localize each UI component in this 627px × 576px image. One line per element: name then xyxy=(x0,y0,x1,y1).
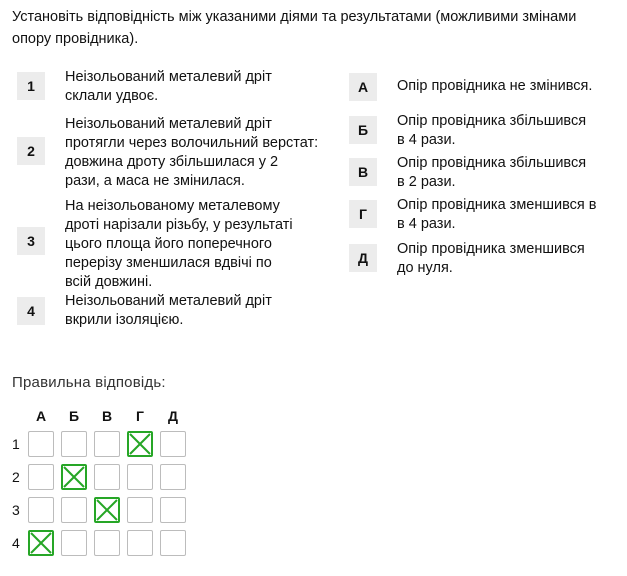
grid-row-header: 2 xyxy=(12,469,20,485)
answer-label: Правильна відповідь: xyxy=(12,374,166,391)
left-item-number: 2 xyxy=(17,137,45,165)
grid-cell[interactable] xyxy=(61,497,87,523)
grid-cell-checked[interactable] xyxy=(28,530,54,556)
right-item-text: Опір провідника збільшився в 4 рази. xyxy=(397,113,587,148)
left-item-number: 1 xyxy=(17,72,45,100)
left-item-number: 4 xyxy=(17,297,45,325)
right-item-letter: Д xyxy=(349,244,377,272)
grid-cell[interactable] xyxy=(127,530,153,556)
check-cross-icon xyxy=(129,433,151,455)
grid-column-header: А xyxy=(35,408,47,424)
grid-column-header: В xyxy=(101,408,113,424)
grid-row-header: 1 xyxy=(12,436,20,452)
left-item-text: Неізольований металевий дріт склали удвоє. xyxy=(65,69,272,104)
grid-cell[interactable] xyxy=(127,497,153,523)
grid-cell[interactable] xyxy=(160,464,186,490)
grid-column-header: Б xyxy=(68,408,80,424)
left-item-text: Неізольований металевий дріт протягли через волочильний верстат: довжина дроту збільшилася у 2 рази, а маса не змінилася. xyxy=(65,116,319,189)
grid-cell[interactable] xyxy=(28,431,54,457)
right-item-letter: А xyxy=(349,73,377,101)
check-cross-icon xyxy=(63,466,85,488)
grid-cell[interactable] xyxy=(61,431,87,457)
grid-column-header: Г xyxy=(136,408,144,424)
grid-row-header: 3 xyxy=(12,502,20,518)
grid-cell-checked[interactable] xyxy=(61,464,87,490)
right-item-text: Опір провідника збільшився в 2 рази. xyxy=(397,155,587,190)
grid-cell[interactable] xyxy=(94,431,120,457)
left-item-text: Неізольований металевий дріт вкрили ізоляцією. xyxy=(65,293,272,328)
check-cross-icon xyxy=(96,499,118,521)
grid-cell[interactable] xyxy=(160,497,186,523)
grid-cell[interactable] xyxy=(61,530,87,556)
right-item-text: Опір провідника зменшився в в 4 рази. xyxy=(397,197,597,232)
grid-cell[interactable] xyxy=(160,431,186,457)
right-item-letter: В xyxy=(349,158,377,186)
grid-cell[interactable] xyxy=(28,497,54,523)
right-item-text: Опір провідника зменшився до нуля. xyxy=(397,241,585,276)
question-text: Установіть відповідність між указаними діями та результатами (можливими змінами опору провідника). xyxy=(12,9,577,47)
grid-column-header: Д xyxy=(168,408,178,424)
right-item-text: Опір провідника не змінився. xyxy=(397,78,593,94)
grid-cell-checked[interactable] xyxy=(94,497,120,523)
grid-cell[interactable] xyxy=(94,530,120,556)
check-cross-icon xyxy=(30,532,52,554)
grid-cell[interactable] xyxy=(94,464,120,490)
grid-cell-checked[interactable] xyxy=(127,431,153,457)
right-item-letter: Б xyxy=(349,116,377,144)
right-item-letter: Г xyxy=(349,200,377,228)
left-item-number: 3 xyxy=(17,227,45,255)
grid-cell[interactable] xyxy=(160,530,186,556)
grid-cell[interactable] xyxy=(127,464,153,490)
grid-row-header: 4 xyxy=(12,535,20,551)
left-item-text: На неізольованому металевому дроті нарізали різьбу, у результаті цього площа його поперечного перерізу зменшилася вдвічі по всій довжині. xyxy=(65,198,293,290)
grid-cell[interactable] xyxy=(28,464,54,490)
